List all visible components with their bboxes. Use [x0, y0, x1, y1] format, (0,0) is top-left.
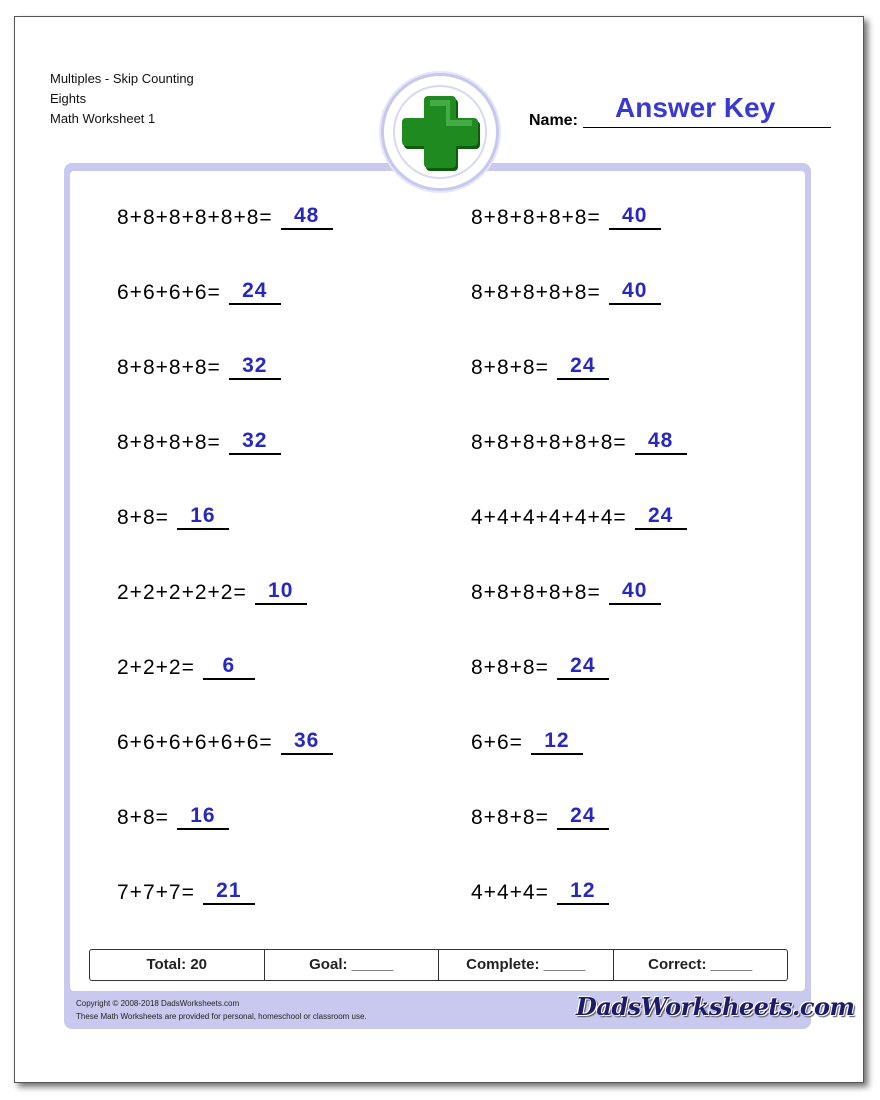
problem-item — [117, 430, 281, 455]
problem-expression: 6+6+6+6+6+6= — [117, 731, 273, 754]
problem-item — [117, 580, 307, 605]
problem-expression: 8+8+8+8+8+8= — [117, 206, 273, 229]
brand-logo: DadsWorksheets.com — [576, 992, 855, 1021]
problem-item — [117, 880, 255, 905]
problem-answer: 40 — [609, 280, 661, 305]
problem-answer: 32 — [229, 355, 281, 380]
problem-answer: 16 — [177, 805, 229, 830]
problem-answer: 24 — [557, 655, 609, 680]
name-underline — [583, 127, 831, 128]
problem-answer: 12 — [557, 880, 609, 905]
score-complete: Complete: _____ — [439, 950, 614, 980]
footer-notice — [76, 997, 367, 1023]
problem-answer: 10 — [255, 580, 307, 605]
problem-answer: 48 — [281, 205, 333, 230]
problem-item — [117, 730, 333, 755]
problem-item — [471, 205, 661, 230]
problem-item — [471, 580, 661, 605]
problem-answer: 6 — [203, 655, 255, 680]
problem-item — [117, 355, 281, 380]
problem-answer: 21 — [203, 880, 255, 905]
problem-expression: 8+8= — [117, 806, 169, 829]
problem-answer: 36 — [281, 730, 333, 755]
green-plus-icon — [384, 76, 496, 188]
score-bar — [89, 949, 788, 981]
problem-item — [471, 505, 687, 530]
problem-item — [471, 730, 583, 755]
problem-item — [117, 505, 229, 530]
worksheet-number: Math Worksheet 1 — [50, 111, 156, 126]
problem-answer: 24 — [557, 355, 609, 380]
problem-answer: 24 — [635, 505, 687, 530]
problem-item — [471, 655, 609, 680]
problem-item — [471, 430, 687, 455]
worksheet-topic: Multiples - Skip Counting — [50, 71, 194, 86]
name-label: Name: — [529, 112, 578, 129]
problem-expression: 8+8+8+8+8+8= — [471, 431, 627, 454]
problem-expression: 8+8+8+8+8= — [471, 206, 601, 229]
problem-expression: 8+8+8+8+8= — [471, 281, 601, 304]
problem-item — [471, 280, 661, 305]
problem-expression: 8+8+8+8+8= — [471, 581, 601, 604]
problem-answer: 16 — [177, 505, 229, 530]
problem-answer: 24 — [229, 280, 281, 305]
problem-item — [117, 280, 281, 305]
problem-expression: 8+8+8= — [471, 656, 549, 679]
problem-expression: 2+2+2= — [117, 656, 195, 679]
problem-answer: 48 — [635, 430, 687, 455]
problem-expression: 6+6= — [471, 731, 523, 754]
problem-item — [471, 805, 609, 830]
score-total: Total: 20 — [90, 950, 265, 980]
usage-notice: These Math Worksheets are provided for personal, homeschool or classroom use. — [76, 1012, 367, 1021]
problem-item — [117, 655, 255, 680]
problem-answer: 40 — [609, 205, 661, 230]
problem-expression: 6+6+6+6= — [117, 281, 221, 304]
problem-expression: 8+8+8+8= — [117, 431, 221, 454]
copyright-text: Copyright © 2008-2018 DadsWorksheets.com — [76, 999, 240, 1008]
problem-item — [471, 355, 609, 380]
problem-expression: 8+8+8+8= — [117, 356, 221, 379]
problem-answer: 40 — [609, 580, 661, 605]
worksheet-title-block — [50, 69, 194, 129]
problem-expression: 8+8+8= — [471, 806, 549, 829]
problem-item — [117, 805, 229, 830]
worksheet-subtopic: Eights — [50, 91, 87, 106]
problem-expression: 8+8+8= — [471, 356, 549, 379]
score-goal: Goal: _____ — [265, 950, 440, 980]
problem-expression: 7+7+7= — [117, 881, 195, 904]
problem-item — [471, 880, 609, 905]
problem-answer: 32 — [229, 430, 281, 455]
problem-expression: 4+4+4+4+4+4= — [471, 506, 627, 529]
problem-answer: 24 — [557, 805, 609, 830]
problem-expression: 2+2+2+2+2= — [117, 581, 247, 604]
name-field — [529, 92, 831, 128]
problem-answer: 12 — [531, 730, 583, 755]
score-correct: Correct: _____ — [648, 956, 753, 973]
problem-expression: 8+8= — [117, 506, 169, 529]
problem-expression: 4+4+4= — [471, 881, 549, 904]
problem-item — [117, 205, 333, 230]
answer-key-label: Answer Key — [615, 92, 776, 123]
logo-badge — [381, 73, 499, 191]
